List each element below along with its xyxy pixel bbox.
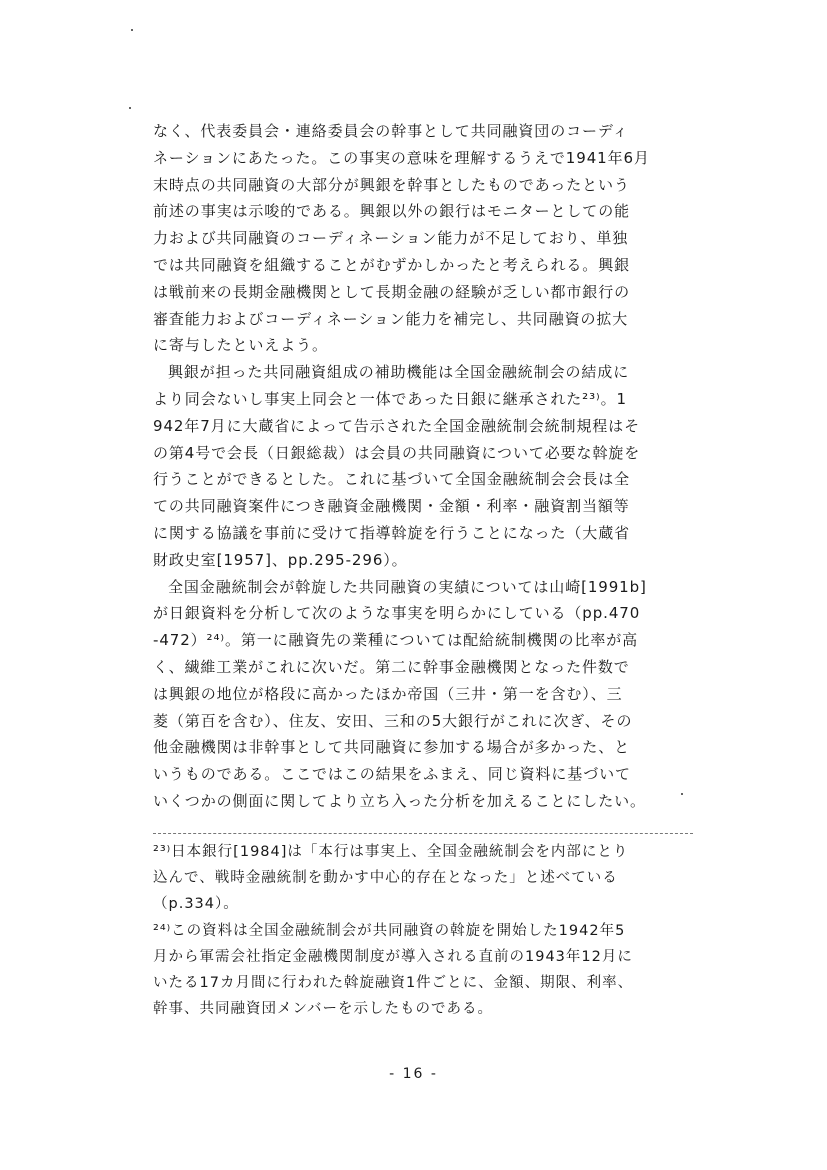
footnotes	[153, 839, 713, 1022]
footnote-line: いたる17カ月間に行われた斡旋融資1件ごとに、金額、期限、利率、	[153, 974, 634, 991]
body-text	[153, 118, 713, 815]
body-line: 行うことができるとした。これに基づいて全国金融統制会会長は全	[153, 470, 631, 489]
body-line: が日銀資料を分析して次のような事実を明らかにしている（pp.470	[153, 604, 641, 623]
body-line: の第4号で会長（日銀総裁）は会員の共同融資について必要な斡旋を	[153, 443, 641, 462]
body-line: に関する協議を事前に受けて指導斡旋を行うことになった（大蔵省	[153, 523, 631, 542]
body-line: 菱（第百を含む）、住友、安田、三和の5大銀行がこれに次ぎ、その	[153, 711, 633, 730]
body-line: は戦前来の長期金融機関として長期金融の経験が乏しい都市銀行の	[153, 282, 631, 301]
footnote-line: 幹事、共同融資団メンバーを示したものである。	[153, 1001, 493, 1018]
footnote-line: （p.334）。	[153, 896, 239, 913]
body-line: ての共同融資案件につき融資金融機関・金額・利率・融資割当額等	[153, 497, 630, 516]
body-line: いうものである。ここではこの結果をふまえ、同じ資料に基づいて	[153, 765, 631, 784]
body-line: 942年7月に大蔵省によって告示された全国金融統制会統制規程はそ	[153, 416, 640, 435]
page-number: - 16 -	[389, 1066, 438, 1082]
body-line: に寄与したといえよう。	[153, 336, 328, 355]
footnote-line: ²³⁾日本銀行[1984]は「本行は事実上、全国金融統制会を内部にとり	[153, 844, 629, 860]
body-line: 他金融機関は非幹事として共同融資に参加する場合が多かった、と	[153, 738, 631, 757]
footnote-line: ²⁴⁾この資料は全国金融統制会が共同融資の斡旋を開始した1942年5	[153, 922, 626, 939]
footnote-line: 込んで、戦時金融統制を動かす中心的存在となった」と述べている	[153, 870, 618, 887]
scan-speck	[129, 107, 131, 109]
body-line: 審査能力およびコーディネーション能力を補完し、共同融資の拡大	[153, 309, 629, 328]
body-line: 財政史室[1957]、pp.295-296）。	[153, 550, 408, 569]
scan-speck	[131, 29, 133, 31]
body-line: 前述の事実は示唆的である。興銀以外の銀行はモニターとしての能	[153, 202, 631, 221]
body-line: より同会ないし事実上同会と一体であった日銀に継承された²³⁾。1	[153, 389, 627, 408]
body-line: では共同融資を組織することがむずかしかったと考えられる。興銀	[153, 255, 631, 274]
body-line: ネーションにあたった。この事実の意味を理解するうえで1941年6月	[153, 148, 650, 167]
body-line: -472）²⁴⁾。第一に融資先の業種については配給統制機関の比率が高	[153, 631, 639, 650]
body-line: 全国金融統制会が斡旋した共同融資の実績については山崎[1991b]	[168, 577, 647, 596]
footnote-line: 月から軍需会社指定金融機関制度が導入される直前の1943年12月に	[153, 948, 633, 965]
body-line: いくつかの側面に関してより立ち入った分析を加えることにしたい。	[153, 791, 646, 810]
body-line: なく、代表委員会・連絡委員会の幹事として共同融資団のコーディ	[153, 122, 629, 140]
body-line: 興銀が担った共同融資組成の補助機能は全国金融統制会の結成に	[168, 363, 630, 382]
body-line: く、繊維工業がこれに次いだ。第二に幹事金融機関となった件数で	[153, 657, 630, 676]
body-line: は興銀の地位が格段に高かったほか帝国（三井・第一を含む）、三	[153, 684, 623, 703]
body-line: 末時点の共同融資の大部分が興銀を幹事としたものであったという	[153, 175, 630, 194]
body-line: 力および共同融資のコーディネーション能力が不足しており、単独	[153, 229, 629, 248]
footnote-divider	[153, 833, 693, 834]
